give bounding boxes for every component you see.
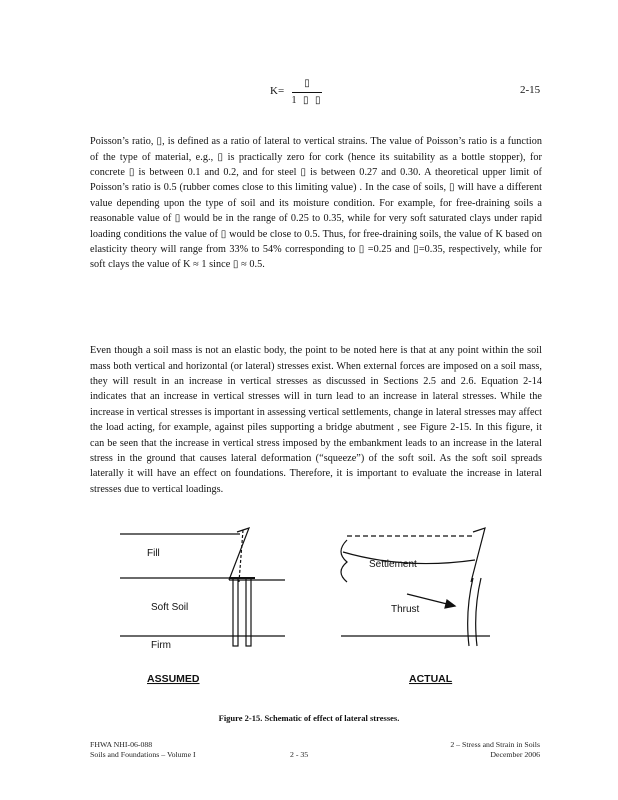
actual-panel <box>341 528 490 646</box>
fill-slope <box>229 528 249 580</box>
label-settlement: Settlement <box>369 559 417 570</box>
label-soft-soil: Soft Soil <box>151 602 189 613</box>
footer-right <box>400 740 540 760</box>
equation-number: 2-15 <box>520 84 541 96</box>
label-fill: Fill <box>147 548 160 559</box>
figure-caption: Figure 2-15. Schematic of effect of lateral stresses. <box>218 713 400 723</box>
settlement-arrows <box>341 540 347 582</box>
footer-date: December 2006 <box>490 750 540 759</box>
equation-2-15 <box>0 78 618 118</box>
footer-left <box>90 740 196 760</box>
equation-fraction <box>290 78 324 106</box>
equation-numerator: ▯ <box>304 78 310 89</box>
figure-2-15-schematic <box>115 522 495 697</box>
equation-lhs: K= <box>270 85 285 97</box>
label-firm: Firm <box>151 640 171 651</box>
slope-dash <box>239 530 243 582</box>
thrust-arrowhead <box>445 600 455 608</box>
footer-page-number: 2 - 35 <box>290 750 309 759</box>
paragraph-lateral-stresses: Even though a soil mass is not an elastic body, the point to be noted here is that at any point within the soil mass both vertical and horizontal (or lateral) stresses exist. When external forces are imposed on a soil mass, they will result in an increase in vertical stresses as discussed in Sections 2.5 and 2.6. Equation 2-14 indicates that an increase in vertical stresses will in turn lead to an increase in lateral stresses. While the increase in vertical stresses is important in assessing vertical settlements, change in lateral stresses may affect the load acting, for example, against piles supporting a bridge abutment , see Figure 2-15. In this figure, it can be seen that the increase in vertical stress imposed by the embankment leads to an increase in the lateral stress in the ground that causes lateral deformation (“squeeze”) of the soft soil. As the soft soil spreads laterally it will have an effect on foundations. Therefore, it is important to evaluate the increase in lateral stresses due to vertical loadings. <box>90 345 542 495</box>
label-thrust: Thrust <box>391 604 420 615</box>
footer-volume: Soils and Foundations – Volume I <box>90 750 196 759</box>
footer-report-number: FHWA NHI-06-088 <box>90 740 153 749</box>
footer-chapter: 2 – Stress and Strain in Soils <box>450 740 540 749</box>
assumed-panel <box>120 528 285 646</box>
fill-slope-actual <box>471 528 485 582</box>
paragraph-poissons-ratio: Poisson’s ratio, ▯, is defined as a ratio of lateral to vertical strains. The value of Poisson’s ratio is a function of the type of material, e.g., ▯ is practically zero for cork (hence its suitability as a bottle stopper), for concrete ▯ is between 0.1 and 0.2, and for steel ▯ is between 0.27 and 0.30. A theoretical upper limit of Poisson’s ratio is 0.5 (rubber comes close to this limiting value) . In the case of soils, ▯ will have a different value depending upon the type of soil and its moisture condition. For example, for free-draining soils a reasonable value of ▯ would be in the range of 0.25 to 0.35, while for very soft saturated clays under rapid loading conditions the value of ▯ would be close to 0.5. Thus, for free-draining soils, the value of K based on elasticity theory will range from 33% to 54% corresponding to ▯ =0.25 and ▯=0.35, respectively, while for soft clays the value of K ≈ 1 since ▯ ≈ 0.5. <box>90 136 542 271</box>
label-assumed: ASSUMED <box>147 673 200 685</box>
equation-denominator: 1 ▯ ▯ <box>291 95 323 106</box>
fraction-bar <box>292 92 322 93</box>
label-actual: ACTUAL <box>409 673 453 685</box>
